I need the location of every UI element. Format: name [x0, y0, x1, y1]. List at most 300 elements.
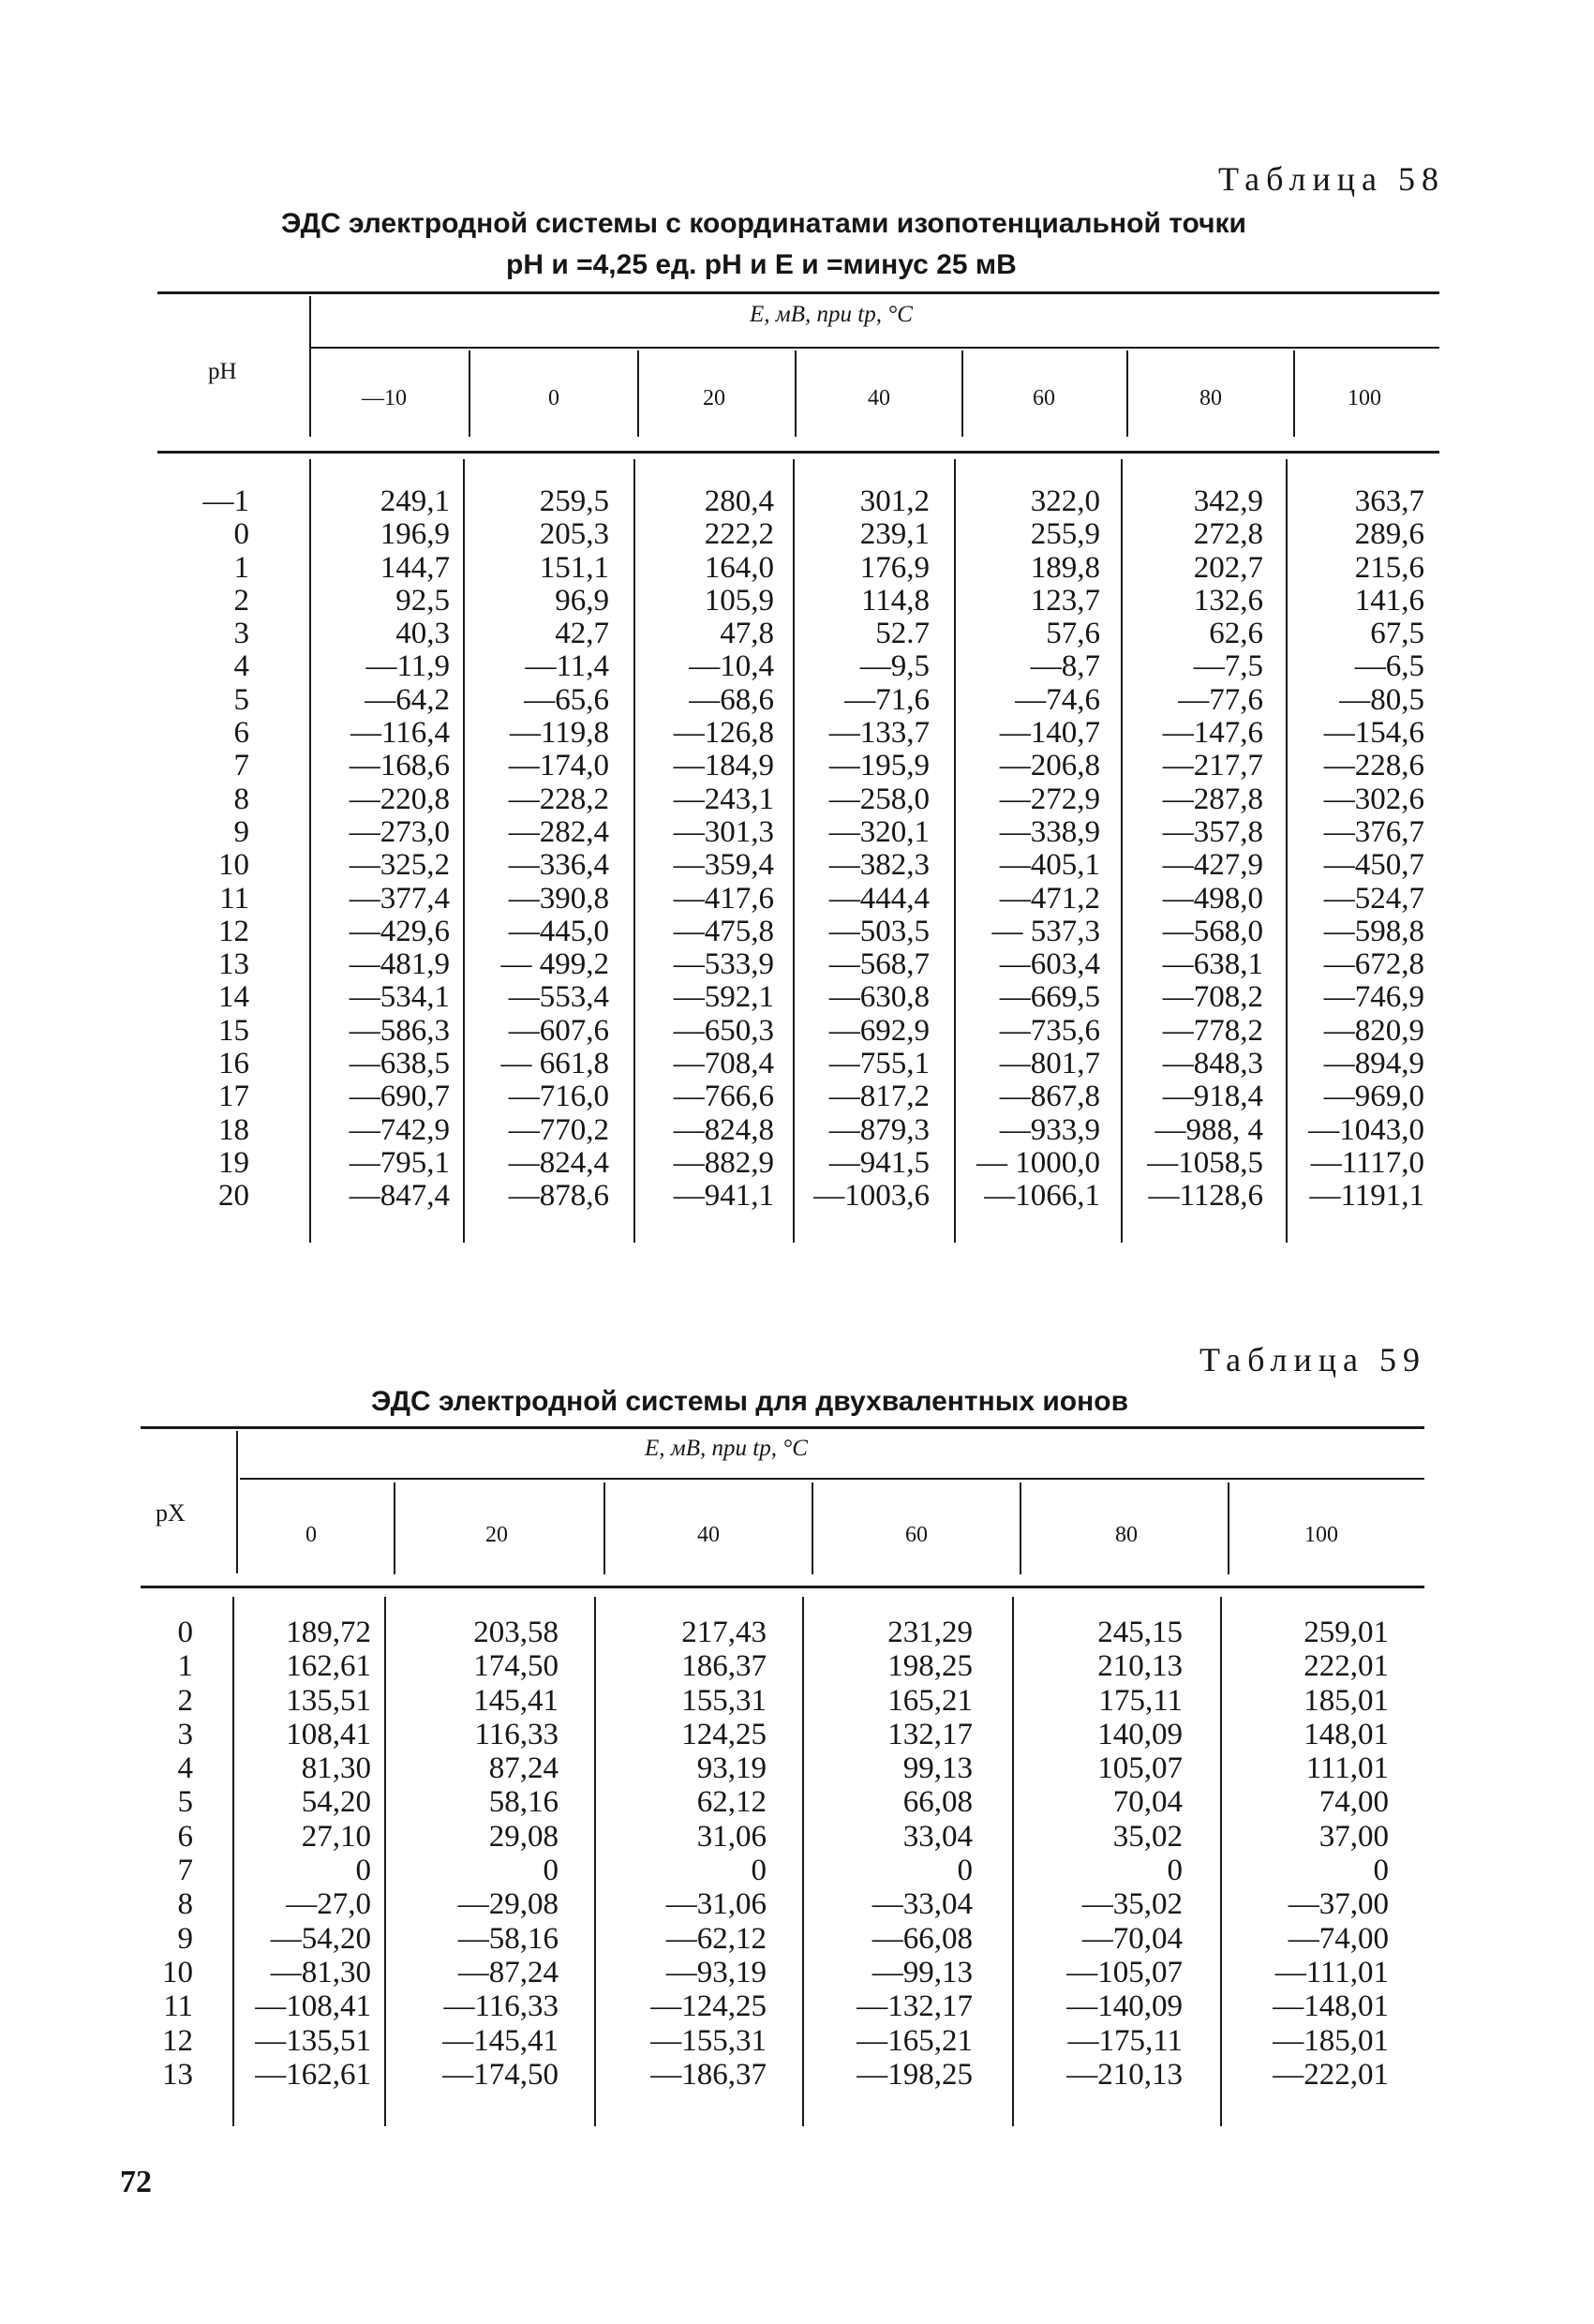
table58-cell: —1128,6: [1148, 1179, 1263, 1214]
table59-col-header: 100: [1304, 1523, 1338, 1547]
table58-cell: —778,2: [1162, 1013, 1263, 1048]
table59-row-label: 11: [163, 1989, 193, 2024]
table58-cell: —824,4: [508, 1145, 609, 1180]
table59-cell: 105,07: [1097, 1751, 1183, 1786]
table58-cell: —147,6: [1162, 716, 1263, 751]
table58-cell: —168,6: [349, 749, 450, 783]
table58-col-header: 0: [548, 386, 559, 410]
table58-cell: —708,4: [673, 1047, 774, 1081]
table58-cell: 96,9: [555, 583, 609, 618]
table58-cell: —1043,0: [1308, 1112, 1424, 1147]
table58-cell: 40,3: [395, 617, 450, 651]
table58-cell: —325,2: [349, 848, 450, 883]
table59-cell: 124,25: [681, 1717, 767, 1751]
table58-row-header: pH: [208, 359, 237, 384]
table58-cell: — 661,8: [500, 1047, 609, 1081]
table59-cell: —74,00: [1288, 1921, 1389, 1956]
table59-row-label: 4: [177, 1751, 193, 1786]
table58-title-line2: pH и =4,25 ед. pH и E и =минус 25 мВ: [506, 249, 1017, 280]
table58-cell: —6,5: [1354, 649, 1424, 684]
table58-cell: —184,9: [673, 749, 774, 783]
table58-cell: 301,2: [859, 484, 930, 518]
table59-cell: —31,06: [665, 1887, 767, 1922]
table58-cell: —301,3: [673, 814, 774, 849]
table58-row-label: 14: [218, 980, 249, 1015]
table58-cell: —228,2: [508, 782, 609, 816]
table59-cell: 62,12: [696, 1785, 767, 1820]
table59-cell: 116,33: [474, 1717, 559, 1751]
table58-cell: 92,5: [395, 583, 450, 618]
table58-cell: —988, 4: [1155, 1112, 1263, 1147]
table58-cell: 62,6: [1209, 617, 1263, 651]
table59-cell: —70,04: [1081, 1921, 1183, 1956]
table59-cell: —105,07: [1066, 1955, 1183, 1989]
table59-cell: —27,0: [286, 1887, 371, 1922]
table58-cell: —630,8: [828, 980, 930, 1015]
table59-cell: 111,01: [1305, 1751, 1389, 1786]
table58-cell: —553,4: [508, 980, 609, 1015]
table58-cell: 132,6: [1193, 583, 1263, 618]
table59-cell: —148,01: [1273, 1989, 1389, 2024]
table59-row-label: 8: [177, 1887, 193, 1922]
table59-cell: 29,08: [488, 1819, 559, 1854]
table58-cell: —243,1: [673, 782, 774, 816]
table58-cell: 164,0: [704, 550, 774, 585]
table58-cell: —133,7: [828, 716, 930, 751]
table59-cell: —33,04: [871, 1887, 973, 1922]
table58-cell: —8,7: [1030, 649, 1100, 684]
table58-cell: —282,4: [508, 814, 609, 849]
table58-cell: —708,2: [1162, 980, 1263, 1015]
table59-cell: 148,01: [1304, 1717, 1389, 1751]
table59-column: [1220, 1616, 1389, 2092]
table59-cell: —175,11: [1067, 2023, 1183, 2058]
table58-cell: —692,9: [828, 1013, 930, 1048]
table58-row-label: 6: [233, 716, 249, 751]
table58-cell: —382,3: [828, 848, 930, 883]
table58-cell: —174,0: [508, 749, 609, 783]
table58-subheader-rule: [311, 347, 1439, 349]
table58-row-label: 12: [218, 914, 249, 948]
table58-cell: —126,8: [673, 716, 774, 751]
table59-cell: —124,25: [650, 1989, 767, 2024]
table58-row-label: —1: [202, 484, 249, 518]
table59-cell: 0: [751, 1854, 767, 1888]
table58-cell: —847,4: [349, 1179, 450, 1214]
table58-cell: —795,1: [349, 1145, 450, 1180]
table58-row-label: 20: [218, 1179, 249, 1214]
table59-cell: 132,17: [887, 1717, 973, 1751]
table58-cell: —11,4: [525, 649, 609, 684]
table59-cell: —185,01: [1273, 2023, 1389, 2058]
table58-cell: —65,6: [524, 682, 609, 717]
table59-cell: 210,13: [1097, 1649, 1183, 1684]
table58-cell: 363,7: [1354, 484, 1424, 518]
table58-row-label: 11: [219, 881, 249, 916]
table59-cell: 70,04: [1112, 1785, 1183, 1820]
table58-cell: —390,8: [508, 881, 609, 916]
table58-column: [954, 485, 1100, 1214]
table58-row-label: 18: [218, 1112, 249, 1147]
table59-cell: —145,41: [442, 2023, 559, 2058]
table59-cell: —222,01: [1273, 2057, 1389, 2092]
table58-cell: 249,1: [380, 484, 450, 518]
table58-cell: —338,9: [999, 814, 1100, 849]
table58-column: [1121, 485, 1263, 1214]
table59-row-label: 6: [177, 1819, 193, 1854]
table58-cell: —116,4: [350, 716, 450, 751]
table58-title-line1: ЭДС электродной системы с координатами изопотенциальной точки: [281, 208, 1246, 239]
table58-cell: —1003,6: [813, 1179, 930, 1214]
table59-cell: —198,25: [857, 2057, 973, 2092]
table58-column: [463, 485, 609, 1214]
table59-cell: —108,41: [255, 1989, 371, 2024]
table59-column: [232, 1616, 371, 2092]
table58-cell: —918,4: [1162, 1080, 1263, 1114]
table58-cell: —969,0: [1323, 1080, 1424, 1114]
table58-cell: —533,9: [673, 947, 774, 982]
table58-cell: —445,0: [508, 914, 609, 948]
table59-row-label: 9: [177, 1921, 193, 1956]
table58-cell: 123,7: [1030, 583, 1100, 618]
table59-cell: 217,43: [681, 1616, 767, 1649]
table59-row-label: 1: [177, 1649, 193, 1684]
table58-cell: —801,7: [999, 1047, 1100, 1081]
table59-cell: 145,41: [473, 1683, 559, 1718]
table59-cell: —54,20: [270, 1921, 371, 1956]
table58-header-rule: [157, 451, 1439, 454]
table59-cell: —210,13: [1066, 2057, 1183, 2092]
table59-cell: 174,50: [473, 1649, 559, 1684]
table59-column: [1012, 1616, 1183, 2092]
table58-cell: 67,5: [1370, 617, 1424, 651]
table59-cell: 140,09: [1097, 1717, 1183, 1751]
table59-cell: 81,30: [301, 1751, 371, 1786]
table58-cell: 259,5: [539, 484, 609, 518]
table58-cell: —498,0: [1162, 881, 1263, 916]
table58-cell: —933,9: [999, 1112, 1100, 1147]
table59-top-rule: [141, 1426, 1424, 1429]
table59-row-label: 7: [177, 1854, 193, 1888]
table58-cell: —1058,5: [1147, 1145, 1263, 1180]
table59-row-label: 10: [162, 1955, 193, 1989]
table59-row-label: 12: [162, 2023, 193, 2058]
table59-cell: 74,00: [1318, 1785, 1389, 1820]
table58-cell: —867,8: [999, 1080, 1100, 1114]
table58-cell: 280,4: [704, 484, 774, 518]
table58-row-label: 1: [233, 550, 249, 585]
table58-cell: —427,9: [1162, 848, 1263, 883]
table59-column: [594, 1616, 767, 2092]
table58-cell: —603,4: [999, 947, 1100, 982]
table58-cell: 202,7: [1193, 550, 1263, 585]
table59-row-label: 2: [177, 1683, 193, 1718]
table58-row-label: 19: [218, 1145, 249, 1180]
table59-row-header: pX: [156, 1499, 186, 1527]
table58-cell: —140,7: [999, 716, 1100, 751]
table58-cell: —755,1: [828, 1047, 930, 1081]
table59-col-header: 20: [485, 1523, 508, 1547]
table59-cell: —58,16: [457, 1921, 559, 1956]
table59-cell: 162,61: [286, 1649, 371, 1684]
table58-cell: 322,0: [1030, 484, 1100, 518]
table59-row-label: 0: [177, 1616, 193, 1649]
table59-cell: —81,30: [270, 1955, 371, 1989]
table59-cell: —132,17: [857, 1989, 973, 2024]
table59-cell: 58,16: [488, 1785, 559, 1820]
table58-cell: —742,9: [349, 1112, 450, 1147]
table58-col-header: 20: [703, 386, 725, 410]
table59-cell: 231,29: [887, 1616, 973, 1649]
table58-cell: —359,4: [673, 848, 774, 883]
table58-column: [633, 485, 774, 1214]
table58-cell: —471,2: [999, 881, 1100, 916]
table58-col-header: 100: [1348, 386, 1381, 410]
table58-cell: —638,1: [1162, 947, 1263, 982]
table59-cell: —111,01: [1274, 1955, 1389, 1989]
table58-cell: —524,7: [1323, 881, 1424, 916]
table58-cell: —64,2: [365, 682, 450, 717]
table58-cell: —817,2: [828, 1080, 930, 1114]
table59-cell: —37,00: [1288, 1887, 1389, 1922]
table58-col-header: 60: [1033, 386, 1055, 410]
table59-col-header: 40: [697, 1523, 720, 1547]
table58-cell: —7,5: [1193, 649, 1263, 684]
table58-column: [793, 485, 930, 1214]
table59-cell: —99,13: [871, 1955, 973, 1989]
table59-cell: 165,21: [887, 1683, 973, 1718]
table58-cell: —357,8: [1162, 814, 1263, 849]
table58-cell: —272,9: [999, 782, 1100, 816]
table58-cell: —882,9: [673, 1145, 774, 1180]
table58-cell: 342,9: [1193, 484, 1263, 518]
table58-cell: —220,8: [349, 782, 450, 816]
table58-cell: 189,8: [1030, 550, 1100, 585]
table59-cell: 27,10: [301, 1819, 371, 1854]
table58-top-rule: [157, 291, 1439, 294]
table59-col-header: 0: [305, 1523, 317, 1547]
table58-cell: —592,1: [673, 980, 774, 1015]
table58-cell: —607,6: [508, 1013, 609, 1048]
table59-row-label: 3: [177, 1717, 193, 1751]
table58-cell: 105,9: [704, 583, 774, 618]
table58-cell: — 1000,0: [976, 1145, 1100, 1180]
table58-cell: —74,6: [1015, 682, 1100, 717]
table58-cell: —650,3: [673, 1013, 774, 1048]
table58-cell: 47,8: [720, 617, 774, 651]
table59-col-header: 80: [1115, 1523, 1138, 1547]
table58-cell: 222,2: [704, 517, 774, 552]
table59-cell: 175,11: [1098, 1683, 1183, 1718]
table59-cell: —116,33: [443, 1989, 559, 2024]
table59-cell: —29,08: [457, 1887, 559, 1922]
table58-cell: —824,8: [673, 1112, 774, 1147]
table59-cell: 155,31: [681, 1683, 767, 1718]
table59-cell: —140,09: [1066, 1989, 1183, 2024]
table58-cell: 215,6: [1354, 550, 1424, 585]
table59-row-label: 5: [177, 1785, 193, 1820]
table58-label: Таблица 58: [1218, 160, 1445, 198]
table59-col-header: 60: [905, 1523, 928, 1547]
table58-cell: —1117,0: [1310, 1145, 1424, 1180]
table58-col-header: —10: [362, 386, 407, 410]
table58-cell: —302,6: [1323, 782, 1424, 816]
table59-cell: 222,01: [1304, 1649, 1389, 1684]
table58-cell: 52.7: [875, 617, 930, 651]
table59-cell: —135,51: [255, 2023, 371, 2058]
table58-cell: —669,5: [999, 980, 1100, 1015]
table58-cell: — 499,2: [500, 947, 609, 982]
table59-cell: 0: [957, 1854, 973, 1888]
table58-cell: 239,1: [859, 517, 930, 552]
table58-row-label: 7: [233, 749, 249, 783]
table58-cell: —444,4: [828, 881, 930, 916]
table58-cell: —879,3: [828, 1112, 930, 1147]
table58-cell: —287,8: [1162, 782, 1263, 816]
table59-cell: —62,12: [665, 1921, 767, 1956]
table59-cell: 0: [1373, 1854, 1389, 1888]
table59-column: [802, 1616, 973, 2092]
table58-cell: —534,1: [349, 980, 450, 1015]
table58-cell: —941,5: [828, 1145, 930, 1180]
table58-cell: —766,6: [673, 1080, 774, 1114]
table58-cell: 272,8: [1193, 517, 1263, 552]
table58-row-label: 8: [233, 782, 249, 816]
table59-cell: 245,15: [1097, 1616, 1183, 1649]
table59-cell: 93,19: [696, 1751, 767, 1786]
table58-row-labels: [184, 485, 249, 1214]
table59-header-rule: [141, 1586, 1424, 1588]
table58-cell: 289,6: [1354, 517, 1424, 552]
table59-cell: 99,13: [902, 1751, 973, 1786]
table58-cell: 141,6: [1354, 583, 1424, 618]
table58-col-header: 40: [868, 386, 890, 410]
table59-row-label: 13: [162, 2057, 193, 2092]
table58-cell: —154,6: [1323, 716, 1424, 751]
table59-cell: —162,61: [255, 2057, 371, 2092]
table58-col-header: 80: [1199, 386, 1222, 410]
table58-row-label: 3: [233, 617, 249, 651]
table58-cell: 255,9: [1030, 517, 1100, 552]
table58-cell: —941,1: [673, 1179, 774, 1214]
table58-cell: —195,9: [828, 749, 930, 783]
page-number: 72: [120, 2165, 152, 2199]
table58-cell: —417,6: [673, 881, 774, 916]
table58-cell: —77,6: [1178, 682, 1263, 717]
table59-cell: 186,37: [681, 1649, 767, 1684]
table58-cell: —68,6: [689, 682, 774, 717]
table59-title: ЭДС электродной системы для двухвалентных ионов: [371, 1386, 1129, 1417]
table58-cell: —690,7: [349, 1080, 450, 1114]
table59-cell: 66,08: [902, 1785, 973, 1820]
table58-cell: —376,7: [1323, 814, 1424, 849]
table59-cell: 108,41: [286, 1717, 371, 1751]
table58-cell: —894,9: [1323, 1047, 1424, 1081]
table59-cell: 135,51: [286, 1683, 371, 1718]
table58-cell: —746,9: [1323, 980, 1424, 1015]
table59-cell: 0: [355, 1854, 371, 1888]
table58-cell: 176,9: [859, 550, 930, 585]
table58-cell: —10,4: [689, 649, 774, 684]
table58-cell: —336,4: [508, 848, 609, 883]
table59-cell: 35,02: [1112, 1819, 1183, 1854]
table58-cell: —11,9: [365, 649, 450, 684]
table59-cell: 185,01: [1304, 1683, 1389, 1718]
table58-cell: —320,1: [828, 814, 930, 849]
table58-cell: —71,6: [844, 682, 930, 717]
table58-row-label: 9: [233, 814, 249, 849]
table58-cell: —377,4: [349, 881, 450, 916]
table58-cell: — 537,3: [991, 914, 1100, 948]
table59-cell: —93,19: [665, 1955, 767, 1989]
table59-cell: 198,25: [887, 1649, 973, 1684]
table58-cell: —450,7: [1323, 848, 1424, 883]
table59-cell: —165,21: [857, 2023, 973, 2058]
table58-cell: —638,5: [349, 1047, 450, 1081]
table58-cell: —716,0: [508, 1080, 609, 1114]
table59-cell: 189,72: [286, 1616, 371, 1649]
table59-subheader-rule: [240, 1478, 1424, 1480]
table58-row-label: 13: [218, 947, 249, 982]
table59-cell: —174,50: [442, 2057, 559, 2092]
table58-cell: —119,8: [509, 716, 609, 751]
table59-cell: —87,24: [457, 1955, 559, 1989]
table59-cell: 37,00: [1318, 1819, 1389, 1854]
table59-cell: 203,58: [473, 1616, 559, 1649]
table58-row-label: 2: [233, 583, 249, 618]
table58-cell: —770,2: [508, 1112, 609, 1147]
table58-cell: 205,3: [539, 517, 609, 552]
table58-cell: —258,0: [828, 782, 930, 816]
table58-cell: —206,8: [999, 749, 1100, 783]
table59-cell: 33,04: [902, 1819, 973, 1854]
table58-cell: —228,6: [1323, 749, 1424, 783]
table58-cell: —1066,1: [984, 1179, 1100, 1214]
table58-column: [1286, 485, 1424, 1214]
table59-cell: 87,24: [488, 1751, 559, 1786]
table58-group-header: E, мВ, при tр, °С: [750, 302, 913, 327]
table58-cell: —481,9: [349, 947, 450, 982]
table59-cell: 0: [1167, 1854, 1183, 1888]
table59-group-header: E, мВ, при tр, °С: [645, 1436, 808, 1461]
table58-cell: —586,3: [349, 1013, 450, 1048]
table59-cell: —35,02: [1081, 1887, 1183, 1922]
table58-cell: 151,1: [539, 550, 609, 585]
table58-cell: 144,7: [380, 550, 450, 585]
table58-cell: —475,8: [673, 914, 774, 948]
table58-cell: —9,5: [859, 649, 930, 684]
table59-cell: 259,01: [1304, 1616, 1389, 1649]
table59-row-labels: [142, 1616, 193, 2092]
table58-cell: 196,9: [380, 517, 450, 552]
table59-cell: —66,08: [871, 1921, 973, 1956]
table58-cell: 42,7: [555, 617, 609, 651]
table58-row-label: 17: [218, 1080, 249, 1114]
table58-cell: —80,5: [1339, 682, 1424, 717]
table59-cell: —155,31: [650, 2023, 767, 2058]
table58-row-label: 10: [218, 848, 249, 883]
table59-cell: 31,06: [696, 1819, 767, 1854]
table58-cell: —429,6: [349, 914, 450, 948]
table58-cell: —598,8: [1323, 914, 1424, 948]
table58-row-label: 4: [233, 649, 249, 684]
table59-cell: 0: [543, 1854, 559, 1888]
table58-row-label: 5: [233, 682, 249, 717]
table58-cell: —672,8: [1323, 947, 1424, 982]
table58-cell: —568,0: [1162, 914, 1263, 948]
table58-cell: —878,6: [508, 1179, 609, 1214]
table58-cell: —273,0: [349, 814, 450, 849]
